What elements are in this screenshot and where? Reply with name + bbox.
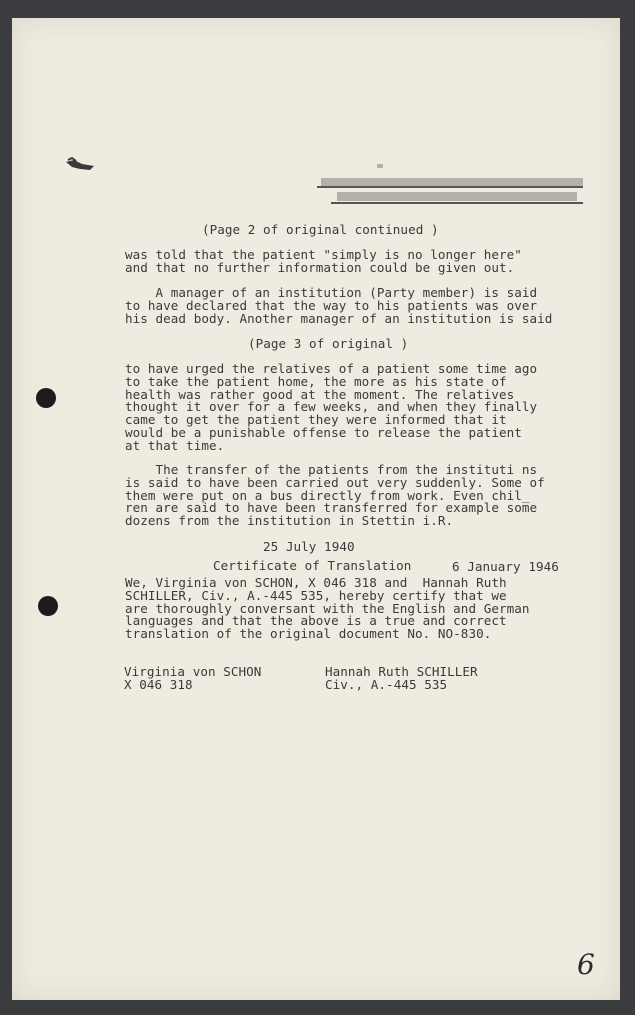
signer-id: Civ., A.-445 535 xyxy=(325,677,448,692)
text-line: at that time. xyxy=(125,437,225,453)
text-line: languages and that the above is a true and correct xyxy=(125,613,507,629)
ink-mark-icon xyxy=(64,156,98,174)
text-line: health was rather good at the moment. The relatives xyxy=(125,386,515,402)
text-line: We, Virginia von SCHON, X 046 318 and Hannah Ruth xyxy=(125,575,507,590)
text-line: ren are said to have been transferred for example some xyxy=(125,500,538,516)
text-line: thought it over for a few weeks, and when they finally xyxy=(125,399,538,415)
signer-id: X 046 318 xyxy=(124,677,193,692)
document-date: 25 July 1940 xyxy=(263,539,355,554)
text-line: is said to have been carried out very suddenly. Some of xyxy=(125,474,545,490)
signer-name: Hannah Ruth SCHILLER xyxy=(325,664,478,679)
text-line: his dead body. Another manager of an institution is said xyxy=(125,310,553,326)
document-page xyxy=(12,18,620,1000)
text-line: SCHILLER, Civ., A.-445 535, hereby certify that we xyxy=(125,587,507,603)
punch-hole-top xyxy=(36,388,56,408)
page-note-continued: (Page 2 of original continued ) xyxy=(202,222,439,237)
text-line: A manager of an institution (Party member) is said xyxy=(125,285,538,300)
text-line: are thoroughly conversant with the English and German xyxy=(125,600,530,616)
punch-hole-bottom xyxy=(38,596,58,616)
text-line: translation of the original document No. NO-830. xyxy=(125,626,492,642)
certificate-title: Certificate of Translation xyxy=(213,558,412,573)
handwritten-page-number: 6 xyxy=(577,948,595,981)
redacted-stamp xyxy=(317,168,587,218)
text-line: was told that the patient "simply is no longer here" xyxy=(125,247,522,262)
page-note-page-3: (Page 3 of original ) xyxy=(248,336,409,351)
text-line: The transfer of the patients from the instituti ns xyxy=(125,462,538,477)
text-line: and that no further information could be given out. xyxy=(125,259,515,275)
text-line: to have urged the relatives of a patient some time ago xyxy=(125,361,538,376)
text-line: would be a punishable offense to release the patient xyxy=(125,425,522,440)
text-line: dozens from the institution in Stettin i.R. xyxy=(125,513,454,529)
certificate-date: 6 January 1946 xyxy=(452,559,559,574)
text-line: them were put on a bus directly from work. Even chil_ xyxy=(125,487,530,503)
signer-name: Virginia von SCHON xyxy=(124,664,262,679)
text-line: to have declared that the way to his patients was over xyxy=(125,297,538,313)
text-line: to take the patient home, the more as his state of xyxy=(125,373,507,389)
text-line: came to get the patient they were informed that it xyxy=(125,412,507,428)
